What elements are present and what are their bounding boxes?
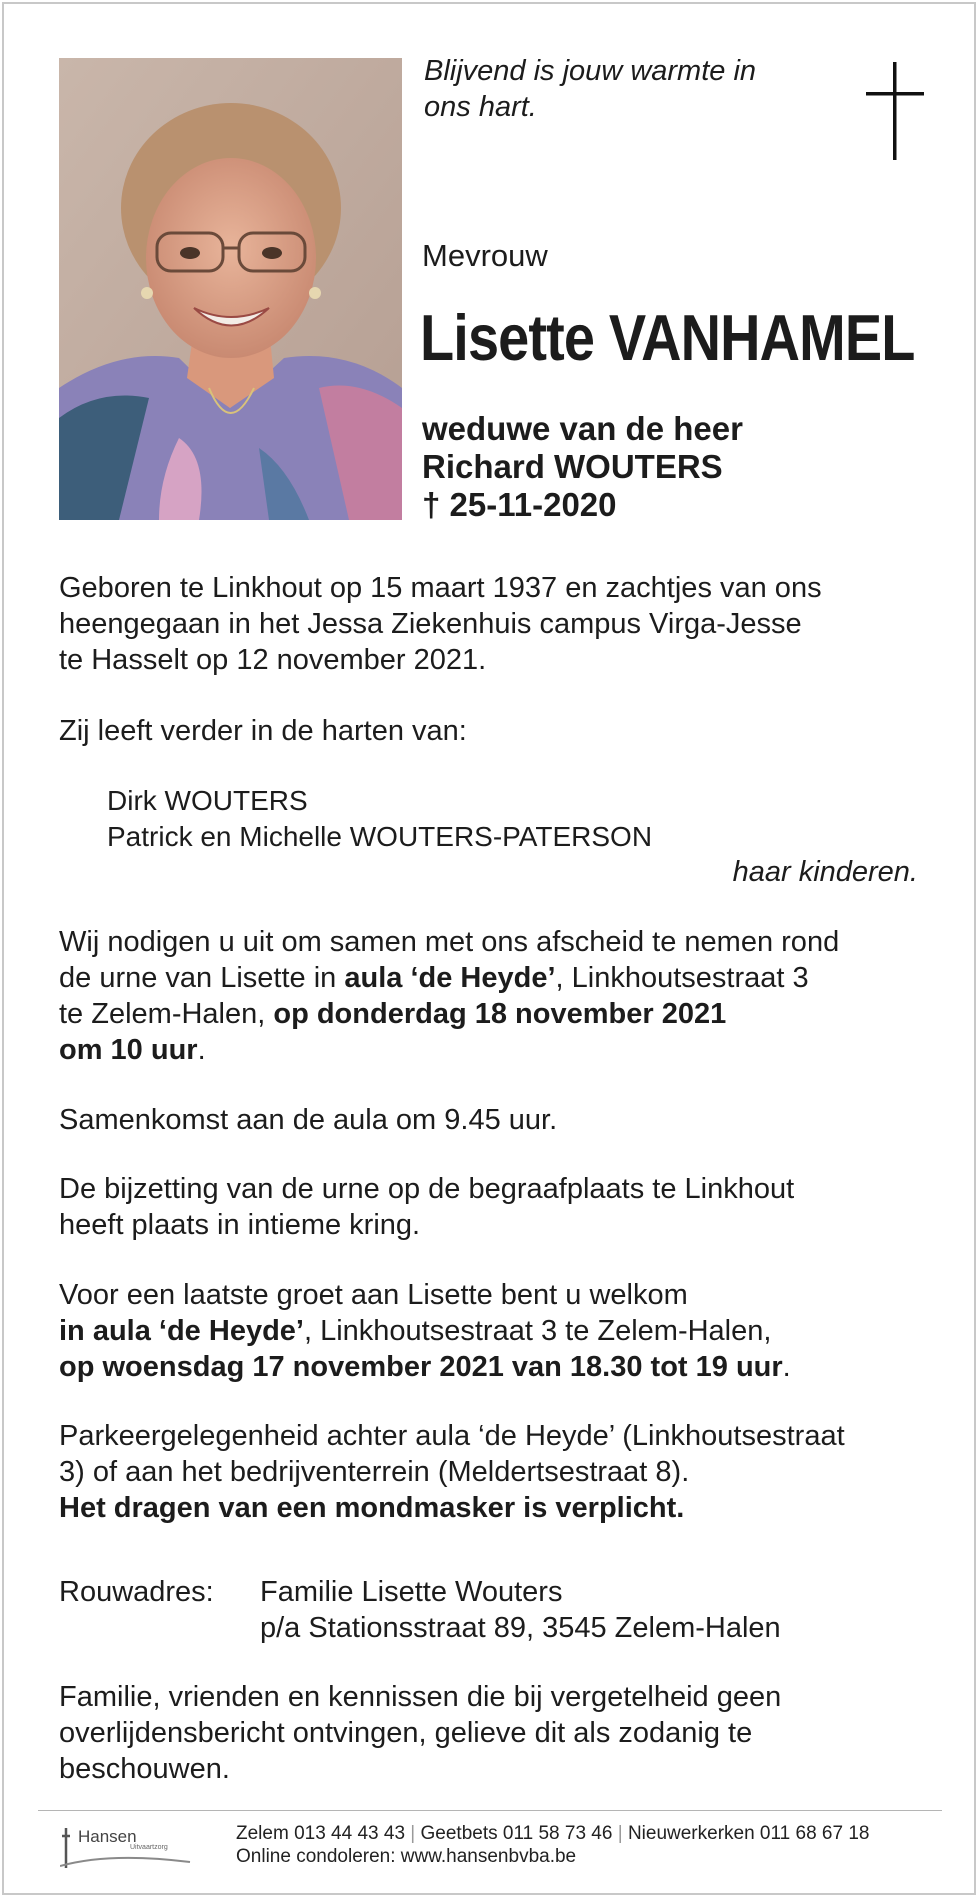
ceremony-date: op donderdag 18 november 2021 [273,998,727,1030]
text-line: heeft plaats in intieme kring. [59,1209,421,1241]
phone-zelem[interactable]: Zelem 013 44 43 43 [236,1823,406,1844]
phone-geetbets[interactable]: Geetbets 011 58 73 46 [420,1823,613,1844]
text-line [59,960,839,996]
mask-notice: Het dragen van een mondmasker is verplicht. [59,1492,685,1524]
text-run: , Linkhoutsestraat 3 [555,962,809,994]
address-label: Rouwadres: [59,1576,214,1608]
separator: | [617,1823,623,1844]
address-line: Familie Lisette Wouters [260,1576,563,1608]
honorific: Mevrouw [422,238,548,273]
quote-line: ons hart. [424,91,537,123]
spouse-death-date: † 25-11-2020 [422,486,617,523]
text-run: te Zelem-Halen, [59,998,274,1030]
family-lead: Zij leeft verder in de harten van: [59,715,467,747]
text-line: overlijdensbericht ontvingen, gelieve dit als zodanig te [59,1717,753,1749]
burial-paragraph [59,1171,794,1243]
venue-name: in aula ‘de Heyde’ [59,1315,304,1347]
text-line: Wij nodigen u uit om samen met ons afscheid te nemen rond [59,926,840,958]
widow-of [422,410,743,524]
online-condolence-link[interactable]: Online condoleren: www.hansenbvba.be [236,1846,577,1867]
footer-divider [38,1810,942,1811]
text-run: . [197,1034,206,1066]
text-line [59,1313,791,1349]
ceremony-time: om 10 uur [59,1034,198,1066]
birth-death-paragraph [59,570,822,678]
visit-date-time: op woensdag 17 november 2021 van 18.30 tot 19 uur [59,1351,783,1383]
text-line [59,996,839,1032]
address-line: p/a Stationsstraat 89, 3545 Zelem-Halen [260,1612,781,1644]
footer-phones [236,1823,869,1845]
quote-line: Blijvend is jouw warmte in [424,55,757,87]
text-run: de urne van Lisette in [59,962,345,994]
venue-name: aula ‘de Heyde’ [344,962,556,994]
text-line: beschouwen. [59,1753,230,1785]
text-line: Voor een laatste groet aan Lisette bent u welkom [59,1279,688,1311]
visit-paragraph [59,1277,791,1385]
widow-line: weduwe van de heer [422,410,743,447]
text-run: , Linkhoutsestraat 3 te Zelem-Halen, [303,1315,772,1347]
text-run: . [782,1351,791,1383]
address-block [260,1574,781,1646]
parking-paragraph [59,1418,845,1526]
logo-subtitle: Uitvaartzorg [130,1844,168,1851]
family-member: Patrick en Michelle WOUTERS-PATERSON [107,821,653,852]
invitation-paragraph [59,924,839,1068]
text-line: De bijzetting van de urne op de begraafplaats te Linkhout [59,1173,795,1205]
text-line: heengegaan in het Jessa Ziekenhuis campus Virga-Jesse [59,608,802,640]
gathering-text: Samenkomst aan de aula om 9.45 uur. [59,1104,558,1136]
text-line [59,1349,791,1385]
latin-cross-icon [866,62,926,160]
phone-nieuwerkerken[interactable]: Nieuwerkerken 011 68 67 18 [627,1823,870,1844]
text-line: Familie, vrienden en kennissen die bij vergetelheid geen [59,1681,782,1713]
separator: | [410,1823,416,1844]
spouse-name: Richard WOUTERS [422,448,723,485]
hansen-logo [60,1822,200,1872]
text-line [59,1032,839,1068]
text-line: 3) of aan het bedrijventerrein (Meldertsestraat 8). [59,1456,690,1488]
text-line: Geboren te Linkhout op 15 maart 1937 en zachtjes van ons [59,572,822,604]
portrait-photo [59,58,402,520]
deceased-name: Lisette VANHAMEL [420,301,915,374]
memorial-quote [424,53,764,125]
logo-name: Hansen [78,1827,137,1846]
text-line: Parkeergelegenheid achter aula ‘de Heyde’ (Linkhoutsestraat [59,1420,845,1452]
text-line: te Hasselt op 12 november 2021. [59,644,487,676]
family-member: Dirk WOUTERS [107,785,308,816]
family-relation: haar kinderen. [732,856,918,888]
closing-paragraph [59,1679,781,1787]
